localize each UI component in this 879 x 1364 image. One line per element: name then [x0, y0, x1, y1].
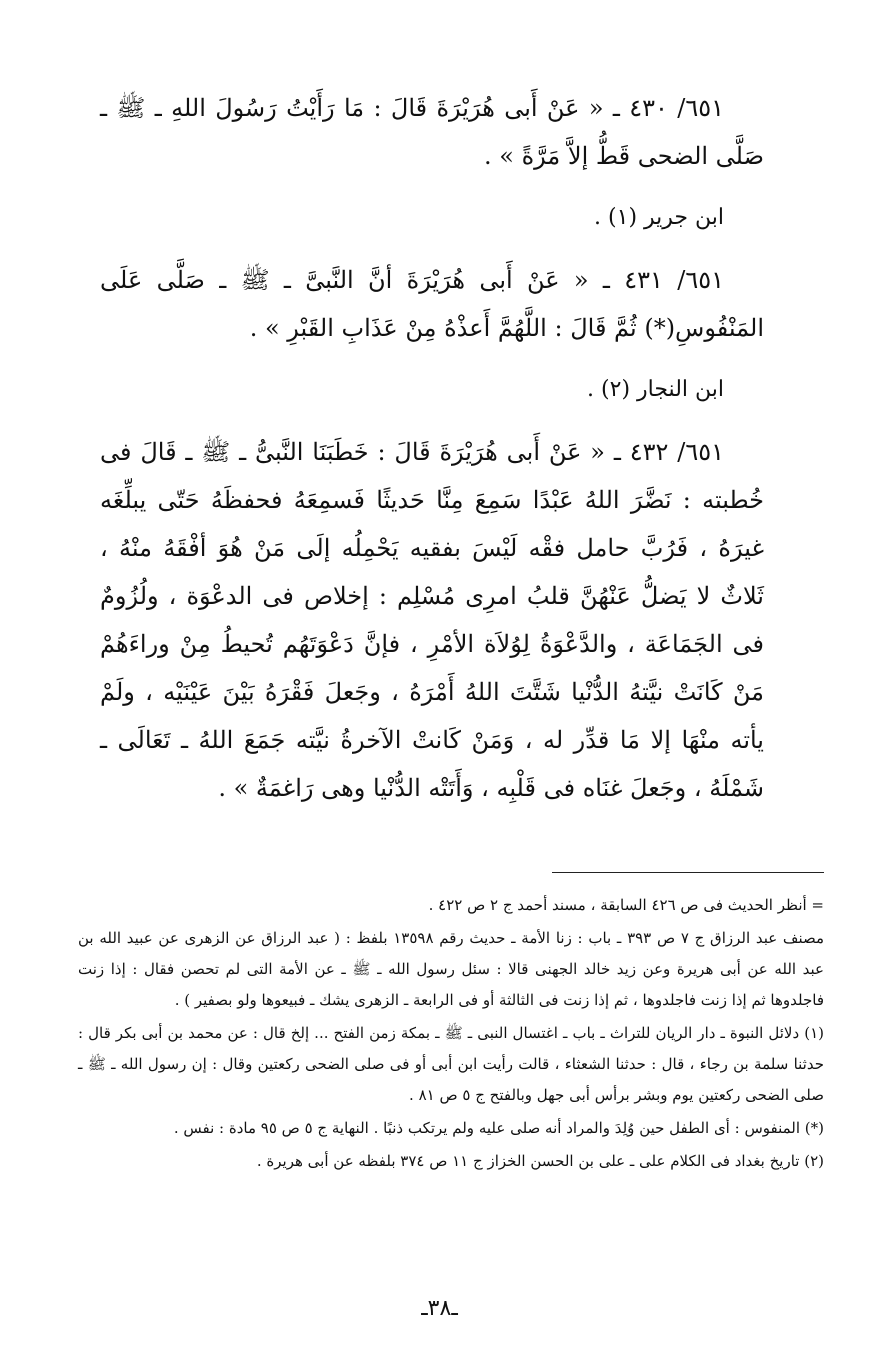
source-430: ابن جرير (١) .: [594, 205, 724, 230]
footnote-abd-razzaq: مصنف عبد الرزاق ج ٧ ص ٣٩٣ ـ باب : زنا الأمة ـ حديث رقم ١٣٥٩٨ بلفظ : ( عبد الرزاق عن الزهرى عن عبيد الله بن عبد الله عن أبى هريرة وعن زيد خالد الجهنى قالا : سئل رسول الله ـ ﷺ ـ عن الأمة التى لم تحصن فقال : إذا زنت فاجلدوها ثم إذا زنت فاجلدوها ، ثم إذا زنت فى الثالثة أو فى الرابعة ـ الزهرى يشك ـ فبيعوها ولو بصفير ) .: [78, 929, 825, 1009]
footnotes: [78, 890, 824, 1179]
page-number: [0, 1296, 879, 1321]
footnote-1: (١) دلائل النبوة ـ دار الريان للتراث ـ باب ـ اغتسال النبى ـ ﷺ ـ بمكة زمن الفتح ... إلخ قال : عن محمد بن أبى بكر قال : حدثنا سلمة بن رجاء ، قال : حدثنا الشعثاء ، قالت رأيت ابن أبى أو فى صلى الضحى ركعتين وقال : إن رسول الله ـ ﷺ ـ صلى الضحى ركعتين يوم وبشر برأس أبى جهل وبالفتح ج ٥ ص ٨١ .: [78, 1024, 824, 1104]
footnote-separator: [552, 872, 824, 873]
hadith-431: ٦٥١/ ٤٣١ ـ « عَنْ أَبى هُرَيْرَةَ أنَّ النَّبىَّ ـ ﷺ ـ صَلَّى عَلَى المَنْفُوسِ(*) ثُمَّ قَالَ : اللَّهُمَّ أَعذْهُ مِنْ عَذَابِ القَبْرِ » .: [100, 266, 764, 342]
footnote-star: (*) المنفوس : أى الطفل حين وُلِدَ والمراد أنه صلى عليه ولم يرتكب ذنبًا . النهاية ج ٥ ص ٩٥ مادة : نفس .: [173, 1119, 824, 1137]
main-text: [100, 84, 764, 826]
footnote-continuation: = أنظر الحديث فى ص ٤٢٦ السابقة ، مسند أحمد ج ٢ ص ٤٢٢ .: [428, 896, 824, 914]
hadith-430: ٦٥١/ ٤٣٠ ـ « عَنْ أَبى هُرَيْرَةَ قَالَ : مَا رَأَيْتُ رَسُولَ اللهِ ـ ﷺ ـ صَلَّى الضحى قَطُّ إلاَّ مَرَّةً » .: [100, 94, 764, 170]
footnote-2: (٢) تاريخ بغداد فى الكلام على ـ على بن الحسن الخزاز ج ١١ ص ٣٧٤ بلفظه عن أبى هريرة .: [256, 1152, 824, 1170]
page-number-text: ـ٣٨ـ: [421, 1296, 458, 1321]
source-431: ابن النجار (٢) .: [587, 377, 724, 402]
hadith-432: ٦٥١/ ٤٣٢ ـ « عَنْ أَبى هُرَيْرَةَ قَالَ : خَطَبَنَا النَّبىُّ ـ ﷺ ـ قَالَ فى خُطبته : نَضَّرَ اللهُ عَبْدًا سَمِعَ مِنَّا حَديثًا فَسمِعَهُ فحفظَهُ حَتّى يبلِّغَه غيرَهُ ، فَرُبَّ حامل فقْه لَيْسَ بفقيه يَحْمِلُه إلَى مَنْ هُوَ أفْقَهُ منْهُ ، ثَلاثٌ لا يَضلُّ عَنْهُنَّ قلبُ امرِى مُسْلِم : إخلاص فى الدعْوَة ، ولُزُومٌ فى الجَمَاعَة ، والدَّعْوَةُ لِوُلاَة الأمْرِ ، فإنَّ دَعْوَتَهُم تُحيطُ مِنْ وراءَهُمْ مَنْ كَانَتْ نيَّتهُ الدُّنْيا شَتَّتَ اللهُ أَمْرَهُ ، وجَعلَ فَقْرَهُ بَيْنَ عَيْنَيْه ، ولَمْ يأته منْهَا إلا مَا قدِّر له ، وَمَنْ كَانتْ الآخرةُ نيَّته جَمَعَ اللهُ ـ تَعَالَى ـ شَمْلَهُ ، وجَعلَ غنَاه فى قَلْبِه ، وَأَتَتْه الدُّنْيا وهى رَاغمَةٌ » .: [100, 438, 764, 802]
